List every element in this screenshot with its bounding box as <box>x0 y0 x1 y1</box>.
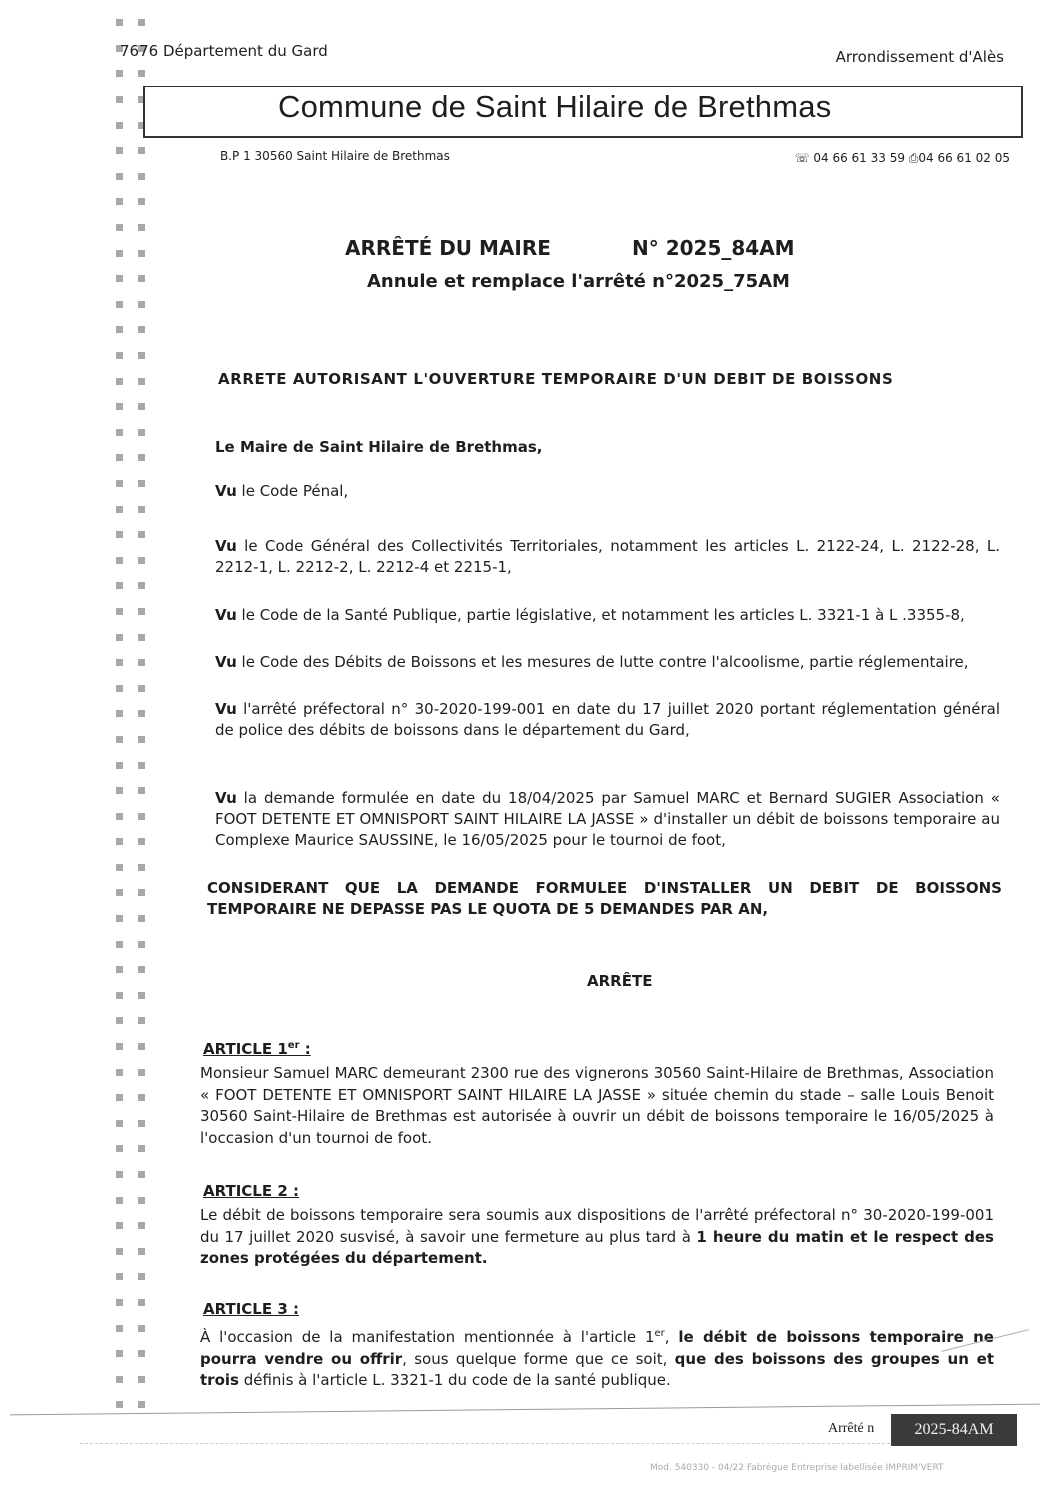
binder-hole <box>116 710 123 717</box>
binder-hole-row <box>116 1264 160 1290</box>
article-2-heading: ARTICLE 2 : <box>203 1182 299 1200</box>
binder-hole <box>116 96 123 103</box>
binder-hole <box>138 915 145 922</box>
binder-hole-row <box>116 445 160 471</box>
vu-code-penal: Vu le Code Pénal, <box>215 482 349 500</box>
binder-hole <box>116 250 123 257</box>
binder-hole <box>138 250 145 257</box>
binder-hole-row <box>116 1366 160 1392</box>
arrete-heading: ARRÊTÉ DU MAIRE <box>345 236 551 260</box>
binder-hole <box>116 864 123 871</box>
postal-address: B.P 1 30560 Saint Hilaire de Brethmas <box>220 149 450 163</box>
binder-hole-row <box>116 292 160 318</box>
binder-hole-row <box>116 829 160 855</box>
article-2-body: Le débit de boissons temporaire sera soumis aux dispositions de l'arrêté préfectoral n° 30-2020-199-001 du 17 juillet 2020 susvisé, à savoir une fermeture au plus tard à 1 heure du matin et le respect des zones protégées du département. <box>200 1206 994 1267</box>
binder-hole <box>138 198 145 205</box>
binder-hole <box>116 1120 123 1127</box>
binder-hole <box>116 787 123 794</box>
binder-hole <box>116 301 123 308</box>
binder-hole <box>116 1094 123 1101</box>
department-label: 7676 Département du Gard <box>120 42 328 60</box>
arrete-word: ARRÊTE <box>587 972 653 990</box>
binder-hole <box>116 122 123 129</box>
binder-hole-row <box>116 215 160 241</box>
arrondissement-label: Arrondissement d'Alès <box>835 48 1004 66</box>
binder-hole-row <box>116 1213 160 1239</box>
binder-hole-row <box>116 61 160 87</box>
binder-hole <box>138 147 145 154</box>
binder-hole <box>138 1273 145 1280</box>
article-3-heading: ARTICLE 3 : <box>203 1300 299 1318</box>
footer-dashed-rule <box>80 1443 900 1444</box>
binder-hole <box>138 557 145 564</box>
binder-hole <box>138 787 145 794</box>
footer-arrete-label: Arrêté n <box>828 1421 875 1436</box>
binder-hole <box>116 1273 123 1280</box>
binder-hole <box>116 813 123 820</box>
binder-hole <box>138 710 145 717</box>
binder-hole <box>116 19 123 26</box>
binder-hole <box>138 1171 145 1178</box>
footer-arrete-number: 2025-84AM <box>891 1414 1017 1446</box>
binder-hole <box>116 1325 123 1332</box>
binder-hole <box>138 1043 145 1050</box>
binder-hole <box>138 838 145 845</box>
binder-hole <box>116 1171 123 1178</box>
binder-hole-row <box>116 880 160 906</box>
binder-hole-row <box>116 522 160 548</box>
phone-fax: ☏ 04 66 61 33 59 ⎙04 66 61 02 05 <box>794 151 1010 165</box>
binder-hole-row <box>116 957 160 983</box>
binder-hole-row <box>116 1162 160 1188</box>
binder-hole <box>138 378 145 385</box>
binder-hole <box>138 1120 145 1127</box>
binder-hole-row <box>116 240 160 266</box>
arrete-subject: ARRETE AUTORISANT L'OUVERTURE TEMPORAIRE D'UN DEBIT DE BOISSONS <box>218 370 894 388</box>
binder-hole-row <box>116 778 160 804</box>
binder-hole-row <box>116 266 160 292</box>
binder-hole <box>116 531 123 538</box>
binder-hole-row <box>116 701 160 727</box>
binder-hole <box>116 1017 123 1024</box>
binder-hole <box>116 634 123 641</box>
binder-hole <box>138 813 145 820</box>
binder-hole <box>116 429 123 436</box>
binder-hole <box>116 403 123 410</box>
annule-remplace: Annule et remplace l'arrêté n°2025_75AM <box>367 271 790 292</box>
binder-hole <box>138 1094 145 1101</box>
binder-hole <box>116 454 123 461</box>
considerant: CONSIDERANT QUE LA DEMANDE FORMULEE D'INSTALLER UN DEBIT DE BOISSONS TEMPORAIRE NE DEPASSE PAS LE QUOTA DE 5 DEMANDES PAR AN, <box>207 879 1002 918</box>
binder-hole <box>116 608 123 615</box>
article-3-body: À l'occasion de la manifestation mentionnée à l'article 1er, le débit de boissons temporaire ne pourra vendre ou offrir, sous quelque forme que ce soit, que des boissons des groupes un et trois définis à l'article L. 3321-1 du code de la santé publique. <box>200 1328 994 1389</box>
binder-hole <box>138 1325 145 1332</box>
binder-hole-row <box>116 1059 160 1085</box>
binder-hole <box>138 966 145 973</box>
binder-hole-row <box>116 343 160 369</box>
binder-hole-row <box>116 599 160 625</box>
binder-hole <box>138 634 145 641</box>
binder-hole <box>138 889 145 896</box>
binder-hole-row <box>116 471 160 497</box>
binder-hole <box>116 70 123 77</box>
binder-hole <box>116 1043 123 1050</box>
binder-hole-row <box>116 1341 160 1367</box>
binder-hole <box>116 1069 123 1076</box>
binder-hole <box>138 1401 145 1408</box>
binder-hole <box>138 352 145 359</box>
article-1-body: Monsieur Samuel MARC demeurant 2300 rue des vignerons 30560 Saint-Hilaire de Brethmas, Association « FOOT DETENTE ET OMNISPORT SAINT HILAIRE LA JASSE » située chemin du stade – salle Louis Benoit 30560 Saint-Hilaire de Brethmas est autorisée à ouvrir un débit de boissons temporaire le 16/05/2025 à l'occasion d'un tournoi de foot. <box>200 1064 994 1147</box>
binder-hole-row <box>116 983 160 1009</box>
binder-hole <box>116 659 123 666</box>
binder-hole <box>116 198 123 205</box>
binder-hole <box>138 531 145 538</box>
binder-hole <box>138 480 145 487</box>
binder-hole <box>116 1145 123 1152</box>
binder-hole-row <box>116 164 160 190</box>
binder-hole <box>116 582 123 589</box>
binder-hole <box>116 1248 123 1255</box>
binder-hole <box>116 326 123 333</box>
binder-hole <box>138 992 145 999</box>
binder-hole-row <box>116 931 160 957</box>
binder-hole <box>116 147 123 154</box>
binder-hole-row <box>116 1008 160 1034</box>
binder-hole <box>116 736 123 743</box>
binder-hole <box>116 1222 123 1229</box>
binder-hole <box>138 173 145 180</box>
binder-hole <box>116 941 123 948</box>
binder-hole <box>116 966 123 973</box>
binder-hole <box>116 1401 123 1408</box>
binder-hole <box>138 429 145 436</box>
binder-hole-row <box>116 727 160 753</box>
arrete-number: N° 2025_84AM <box>632 236 795 260</box>
footer-rule <box>10 1404 1040 1416</box>
binder-hole-row <box>116 1034 160 1060</box>
binder-hole <box>116 480 123 487</box>
binder-hole-row <box>116 573 160 599</box>
vu-sante-publique: Vu le Code de la Santé Publique, partie législative, et notamment les articles L. 3321-1 à L .3355-8, <box>215 606 965 624</box>
binder-hole <box>116 557 123 564</box>
binder-hole-row <box>116 650 160 676</box>
binder-hole-row <box>116 10 160 36</box>
binder-hole <box>116 1376 123 1383</box>
binder-hole <box>116 506 123 513</box>
binder-hole <box>138 19 145 26</box>
binder-hole-row <box>116 496 160 522</box>
binder-hole-row <box>116 368 160 394</box>
binder-hole <box>138 608 145 615</box>
commune-title: Commune de Saint Hilaire de Brethmas <box>278 89 832 124</box>
binder-hole <box>138 275 145 282</box>
binder-hole <box>138 1069 145 1076</box>
binder-hole <box>116 762 123 769</box>
binder-hole <box>116 1197 123 1204</box>
binder-hole-row <box>116 138 160 164</box>
binder-hole-row <box>116 752 160 778</box>
binder-hole <box>116 224 123 231</box>
binder-hole-row <box>116 189 160 215</box>
binder-hole <box>138 1299 145 1306</box>
binder-hole <box>116 992 123 999</box>
vu-arrete-prefectoral: Vu l'arrêté préfectoral n° 30-2020-199-001 en date du 17 juillet 2020 portant réglementation général de police des débits de boissons dans le département du Gard, <box>215 700 1000 739</box>
binder-hole-row <box>116 624 160 650</box>
binder-hole <box>138 762 145 769</box>
binder-hole <box>138 1376 145 1383</box>
binder-hole <box>116 378 123 385</box>
binder-hole <box>138 506 145 513</box>
binder-hole <box>116 838 123 845</box>
binder-hole <box>138 685 145 692</box>
binder-hole-row <box>116 420 160 446</box>
binder-hole-row <box>116 1111 160 1137</box>
vu-demande: Vu la demande formulée en date du 18/04/2025 par Samuel MARC et Bernard SUGIER Association « FOOT DETENTE ET OMNISPORT SAINT HILAIRE LA JASSE » d'installer un débit de boissons temporaire au Complexe Maurice SAUSSINE, le 16/05/2025 pour le tournoi de foot, <box>215 789 1000 849</box>
binder-hole <box>116 1299 123 1306</box>
binder-hole <box>138 1145 145 1152</box>
binder-hole <box>138 403 145 410</box>
binder-hole-row <box>116 803 160 829</box>
binder-hole-row <box>116 1315 160 1341</box>
binder-hole-row <box>116 1290 160 1316</box>
binder-hole <box>116 915 123 922</box>
binder-hole <box>138 1197 145 1204</box>
binder-hole <box>138 941 145 948</box>
binder-hole <box>138 454 145 461</box>
article-1-heading: ARTICLE 1er : <box>203 1040 311 1058</box>
binder-hole-row <box>116 1085 160 1111</box>
binder-hole <box>116 1350 123 1357</box>
binder-hole <box>138 1248 145 1255</box>
binder-hole <box>138 1017 145 1024</box>
printer-mark: Mod. 540330 - 04/22 Fabrègue Entreprise labellisée IMPRIM'VERT <box>650 1463 944 1473</box>
binder-hole-row <box>116 675 160 701</box>
binder-hole <box>138 70 145 77</box>
binder-hole-row <box>116 394 160 420</box>
binder-hole <box>138 864 145 871</box>
binder-hole <box>138 582 145 589</box>
binder-hole <box>138 326 145 333</box>
binder-hole <box>116 889 123 896</box>
binder-hole <box>138 301 145 308</box>
binder-hole <box>116 173 123 180</box>
binder-hole <box>138 1222 145 1229</box>
binder-hole-row <box>116 1239 160 1265</box>
binder-hole-row <box>116 1136 160 1162</box>
maire-line: Le Maire de Saint Hilaire de Brethmas, <box>215 438 543 456</box>
binder-hole-row <box>116 547 160 573</box>
vu-debits-boissons: Vu le Code des Débits de Boissons et les mesures de lutte contre l'alcoolisme, partie réglementaire, <box>215 653 969 671</box>
binder-hole <box>138 736 145 743</box>
binder-hole-row <box>116 317 160 343</box>
binder-hole-row <box>116 1187 160 1213</box>
binder-hole <box>116 685 123 692</box>
binder-holes <box>116 10 160 1418</box>
binder-hole <box>116 275 123 282</box>
binder-hole <box>138 1350 145 1357</box>
binder-hole <box>138 659 145 666</box>
binder-hole-row <box>116 855 160 881</box>
vu-cgct: Vu le Code Général des Collectivités Territoriales, notamment les articles L. 2122-24, L. 2122-28, L. 2212-1, L. 2212-2, L. 2212-4 et 2215-1, <box>215 537 1000 576</box>
binder-hole <box>138 224 145 231</box>
binder-hole-row <box>116 906 160 932</box>
binder-hole <box>116 352 123 359</box>
